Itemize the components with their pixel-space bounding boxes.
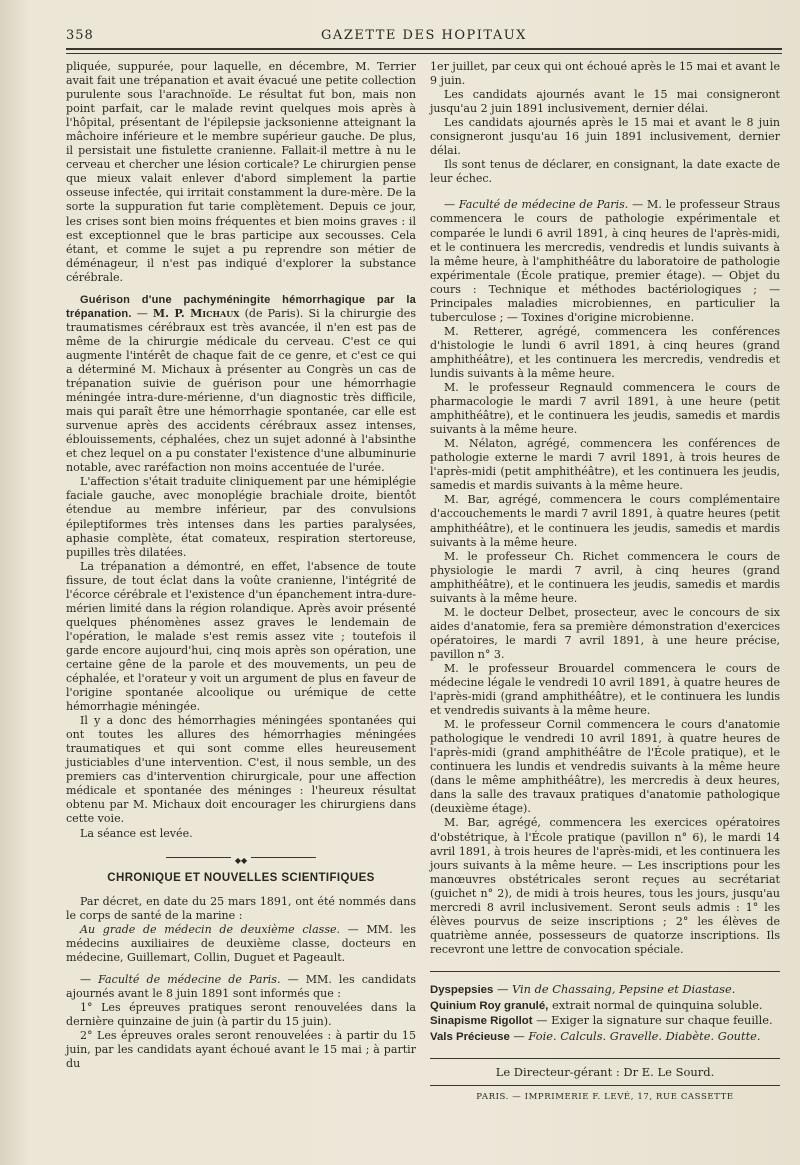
paragraph: 1° Les épreuves pratiques seront renouvelées dans la dernière quinzaine de juin (à partir du 15 juin).: [66, 1000, 416, 1028]
ad-brand: Quinium Roy granulé,: [430, 999, 549, 1012]
ornament-divider: ◆◆: [66, 853, 416, 861]
article-title: Guérison d'une pachyméningite hémorrhagique par la trépanation.: [66, 293, 416, 320]
section-title: CHRONIQUE ET NOUVELLES SCIENTIFIQUES: [107, 871, 375, 884]
paragraph: — M. le professeur Straus commencera le cours de pathologie expérimentale et comparée le lundi 6 avril 1891, à cinq heures de l'après-midi, et le continuera les mercredis, vendredis et lundis suivants à la même heure, à l'amphithéâtre du laboratoire de pathologie expérimentale (École pratique, premier étage). — Objet du cours : Technique et méthodes bactériologiques ; — Principales maladies microbiennes, en particulier la tuberculose ; — Toxines d'origine microbienne.: [430, 198, 780, 324]
paragraph: Il y a donc des hémorrhagies méningées spontanées qui ont toutes les allures des hémorrhagies méningées traumatiques et qui sont comme elles heureusement justiciables d'une intervention. C'est, il nous semble, un des premiers cas d'intervention chirurgicale, pour une affection médicale et spontanée des méninges : l'heureux résultat obtenu par M. Michaux doit encourager les chirurgiens dans cette voie.: [66, 714, 416, 826]
ad-text: extrait normal de quinquina soluble.: [551, 997, 763, 1012]
journal-title: GAZETTE DES HOPITAUX: [321, 28, 527, 43]
printer-imprint: PARIS. — IMPRIMERIE F. LEVÉ, 17, RUE CASSETTE: [430, 1085, 780, 1104]
paragraph: 1er juillet, par ceux qui ont échoué après le 15 mai et avant le 9 juin.: [430, 60, 780, 88]
ad-text: — Foie. Calculs. Gravelle. Diabète. Goutte.: [513, 1028, 761, 1043]
paragraph: La séance est levée.: [80, 826, 193, 840]
paragraph: Par décret, en date du 25 mars 1891, ont été nommés dans le corps de santé de la marine :: [66, 894, 416, 922]
paragraph-with-lead: [430, 198, 780, 324]
paragraph: Si la chirurgie des traumatismes cérébraux est très avancée, il n'en est pas de même de la chirurgie médicale du cerveau. C'est ce qui augmente l'intérêt de chaque fait de ce genre, et c'est ce qui a déterminé M. Michaux à présenter au Congrès un cas de trépanation suivie de guérison pour une hémorrhagie méningée intra-dure-mérienne, d'un diagnostic très difficile, mais qui paraît être une hémorrhagie spontanée, car elle est survenue après des accidents cérébraux assez intenses, éblouissements, céphalées, chez un sujet adonné à l'absinthe et chez lequel on a pu constater l'existence d'une albuminurie notable, avec raréfaction non moins accentuée de l'urée.: [66, 306, 416, 475]
paragraph: L'affection s'était traduite cliniquement par une hémiplégie faciale gauche, avec monoplégie brachiale droite, bientôt étendue au membre inférieur, par des convulsions épileptiformes très intenses dans les parties paralysées, aphasie complète, état comateux, respiration stertoreuse, pupilles très dilatées.: [66, 475, 416, 559]
lead-text: — Faculté de médecine de Paris.: [444, 198, 629, 212]
paragraph: La trépanation a démontré, en effet, l'absence de toute fissure, de tout éclat dans la voûte cranienne, l'intégrité de l'écorce cérébrale et l'existence d'un épanchement intra-dure-mérien limité dans la région rolandique. Après avoir présenté quelques phénomènes assez graves le lendemain de l'opération, le malade s'est remis assez vite ; toutefois il garde encore aujourd'hui, cinq mois après son opération, une certaine gêne de la parole et des mouvements, un peu de céphalée, et l'orateur y voit un argument de plus en faveur de l'origine spontanée alcoolique ou urémique de cette hémorrhagie méningée.: [66, 559, 416, 714]
ad-brand: Vals Précieuse: [430, 1030, 510, 1043]
header-rule: [66, 53, 782, 54]
ad-line: [430, 1029, 780, 1045]
article-location: (de Paris).: [244, 306, 304, 320]
left-column: [66, 60, 416, 1104]
paragraph-with-lead: [66, 923, 416, 965]
ad-line: [430, 982, 780, 998]
paragraph: M. Retterer, agrégé, commencera les conférences d'histologie le lundi 6 avril 1891, à cinq heures (grand amphithéâtre), et les continuera les mercredis, vendredis et lundis suivants à la même heure.: [430, 324, 780, 380]
paragraph-with-lead: [66, 973, 416, 1001]
paragraph: M. le professeur Ch. Richet commencera le cours de physiologie le mardi 7 avril, à cinq heures (grand amphithéâtre), et le continuera les jeudis, samedis et mardis suivants à la même heure.: [430, 549, 780, 605]
paragraph: M. Bar, agrégé, commencera le cours complémentaire d'accouchements le mardi 7 avril 1891, à quatre heures (petit amphithéâtre), et le continuera les jeudis, samedis et mardis suivants à la même heure.: [430, 493, 780, 549]
paragraph: M. le professeur Cornil commencera le cours d'anatomie pathologique le vendredi 10 avril 1891, à quatre heures de l'après-midi (grand amphithéâtre de l'École pratique), et le continuera les lundis et vendredis suivants à la même heure (dans le même amphithéâtre), les mercredis à deux heures, dans la salle des travaux pratiques d'anatomie pathologique (deuxième étage).: [430, 718, 780, 816]
paragraph: — MM. les candidats ajournés avant le 8 juin 1891 sont informés que :: [66, 972, 416, 1000]
page-header: [66, 26, 782, 50]
ad-text: — Exiger la signature sur chaque feuille.: [536, 1013, 773, 1028]
paragraph: M. le professeur Regnauld commencera le cours de pharmacologie le mardi 7 avril 1891, à une heure (petit amphithéâtre), et le continuera les jeudis, samedis et mardis suivants à la même heure.: [430, 381, 780, 437]
right-column: [430, 60, 780, 1104]
paragraph: M. le professeur Brouardel commencera le cours de médecine légale le vendredi 10 avril 1891, à quatre heures de l'après-midi (grand amphithéâtre), et le continuera les lundis et vendredis suivants à la même heure.: [430, 661, 780, 718]
paragraph: Les candidats ajournés avant le 15 mai consigneront jusqu'au 2 juin 1891 inclusivement, dernier délai.: [430, 88, 780, 116]
ad-brand: Dyspepsies: [430, 983, 494, 996]
paragraph: 2° Les épreuves orales seront renouvelées : à partir du 15 juin, par les candidats ayant échoué avant le 15 mai ; à partir du: [66, 1029, 416, 1071]
director-signature: Le Directeur-gérant : Dr E. Le Sourd.: [430, 1058, 780, 1079]
lead-text: — Faculté de médecine de Paris.: [80, 972, 281, 986]
ad-brand: Sinapisme Rigollot: [430, 1015, 533, 1028]
paragraph: M. Bar, agrégé, commencera les exercices opératoires d'obstétrique, à l'École pratique (pavillon n° 6), le mardi 14 avril 1891, à trois heures de l'après-midi, et les continuera les jours suivants à la même heure. — Les inscriptions pour les manœuvres obstétricales seront reçues au secrétariat (guichet n° 2), de midi à trois heures, tous les jours, jusqu'au mercredi 8 avril inclusivement. Seront seuls admis : 1° les élèves pourvus de seize inscriptions ; 2° les élèves de quatrième année, possesseurs de quatorze inscriptions. Ils recevront une lettre de convocation spéciale.: [430, 816, 780, 956]
page-number: 358: [66, 28, 94, 43]
paragraph: pliquée, suppurée, pour laquelle, en décembre, M. Terrier avait fait une trépanation et avait évacué une petite collection purulente sous l'arachnoïde. Le résultat fut bon, mais non point parfait, car le malade revint quelques mois après à l'hôpital, présentant de l'épilepsie jacksonienne atteignant la mâchoire inférieure et le membre supérieur gauche. De plus, il persistait une fistulette cranienne. Fallait-il mettre à nu le cerveau et chercher une lésion corticale? Le chirurgien pense que mieux valait enlever d'abord simplement la partie osseuse infectée, qui irritait constamment la dure-mère. De la sorte la suppuration fut tarie complètement. Depuis ce jour, les crises sont bien moins fréquentes et bien moins graves : il est exceptionnel que le bras participe aux secousses. Cela étant, et comme le sujet a pu reprendre son métier de déménageur, il n'est pas indiqué d'explorer la substance cérébrale.: [66, 60, 416, 284]
ad-line: [430, 998, 780, 1014]
paragraph: Ils sont tenus de déclarer, en consignant, la date exacte de leur échec.: [430, 158, 780, 186]
paragraph: M. le docteur Delbet, prosecteur, avec le concours de six aides d'anatomie, fera sa première démonstration d'exercices opératoires, le mardi 7 avril 1891, à une heure précise, pavillon n° 3.: [430, 605, 780, 661]
ad-line: [430, 1013, 780, 1029]
article-author: M. P. Michaux: [152, 306, 240, 320]
paragraph: Les candidats ajournés après le 15 mai et avant le 8 juin consigneront jusqu'au 16 juin 1891 inclusivement, dernier délai.: [430, 116, 780, 158]
advertisements: [430, 971, 780, 1044]
ad-text: — Vin de Chassaing, Pepsine et Diastase.: [496, 981, 736, 996]
paragraph: — MM. les médecins auxiliaires de deuxième classe, docteurs en médecine, Guillemart, Collin, Duguet et Pageault.: [66, 922, 416, 964]
lead-text: Au grade de médecin de deuxième classe.: [80, 922, 341, 936]
columns: [66, 60, 782, 1104]
paragraph: M. Nélaton, agrégé, commencera les conférences de pathologie externe le mardi 7 avril 1891, à trois heures de l'après-midi (petit amphithéâtre), et les continuera les jeudis, samedis et mardis suivants à la même heure.: [430, 437, 780, 493]
article-heading: Guérison d'une pachyméningite hémorrhagique par la trépanation. — M. P. Michaux (de Paris). Si la chirurgie des traumatismes cérébraux est très avancée, il n'en est pas de même de la chirurgie médicale du cerveau. C'est ce qui augmente l'intérêt de chaque fait de ce genre, et c'est ce qui a déterminé M. Michaux à présenter au Congrès un cas de trépanation suivie de guérison pour une hémorrhagie méningée intra-dure-mérienne, d'un diagnostic très difficile, mais qui paraît être une hémorrhagie spontanée, car elle est survenue après des accidents cérébraux assez intenses, éblouissements, céphalées, chez un sujet adonné à l'absinthe et chez lequel on a pu constater l'existence d'une albuminurie notable, avec raréfaction non moins accentuée de l'urée.: [66, 293, 416, 475]
